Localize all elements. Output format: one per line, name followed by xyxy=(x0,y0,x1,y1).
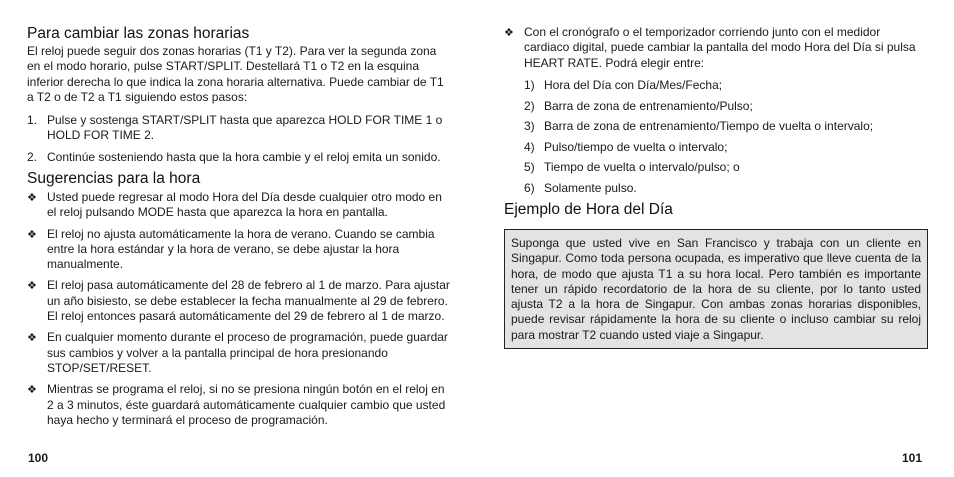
mode-number: 4) xyxy=(524,139,535,154)
tips-list xyxy=(27,190,452,434)
diamond-bullet-icon: ❖ xyxy=(27,191,37,204)
heading-suggestions: Sugerencias para la hora xyxy=(27,170,201,187)
diamond-bullet-icon: ❖ xyxy=(504,26,514,39)
steps-list xyxy=(27,113,452,171)
mode-item xyxy=(524,99,873,120)
mode-text: Pulso/tiempo de vuelta o intervalo; xyxy=(544,139,728,154)
tip-text: Con el cronógrafo o el temporizador corriendo junto con el medidor cardiaco digital, puede cambiar la pantalla del modo Hora del Día si pulsa HEART RATE. Podrá elegir entre: xyxy=(524,25,916,70)
heading-example: Ejemplo de Hora del Día xyxy=(504,201,673,218)
mode-number: 3) xyxy=(524,119,535,133)
tip-text: El reloj no ajusta automáticamente la hora de verano. Cuando se cambia entre la hora estándar y la hora de verano, se debe ajustar la hora manualmente. xyxy=(47,226,435,272)
diamond-bullet-icon: ❖ xyxy=(27,279,37,293)
page-number-left: 100 xyxy=(28,451,49,465)
heading-change-timezones: Para cambiar las zonas horarias xyxy=(27,25,250,42)
step-item xyxy=(27,113,452,144)
tip-item xyxy=(27,330,452,376)
tip-text: Mientras se programa el reloj, si no se presiona ningún botón en el reloj en 2 a 3 minutos, éste guardará automáticamente cualquier cambio que usted haya hecho y terminará el proceso de programación. xyxy=(47,382,446,427)
mode-number: 6) xyxy=(524,180,535,195)
mode-text: Barra de zona de entrenamiento/Tiempo de vuelta o intervalo; xyxy=(544,119,874,133)
tip-text: En cualquier momento durante el proceso de programación, puede guardar sus cambios y volver a la pantalla principal de hora presionando STOP/SET/RESET. xyxy=(47,330,448,375)
tip-item xyxy=(27,227,452,273)
mode-item xyxy=(524,78,873,99)
mode-text: Solamente pulso. xyxy=(544,180,637,195)
mode-item xyxy=(524,160,873,181)
mode-text: Tiempo de vuelta o intervalo/pulso; o xyxy=(544,160,740,174)
mode-text: Hora del Día con Día/Mes/Fecha; xyxy=(544,78,723,92)
step-text: Continúe sosteniendo hasta que la hora cambie y el reloj emita un sonido. xyxy=(47,149,441,164)
tip-item xyxy=(27,190,452,221)
diamond-bullet-icon: ❖ xyxy=(27,383,37,397)
mode-item xyxy=(524,119,873,140)
mode-number: 2) xyxy=(524,98,535,113)
tip-item xyxy=(27,382,452,428)
page-number-right: 101 xyxy=(902,451,923,465)
intro-paragraph: El reloj puede seguir dos zonas horarias (T1 y T2). Para ver la segunda zona en el modo horario, pulse START/SPLIT. Destellará T1 o T2 en la esquina inferior derecha lo que indica la zona horaria alternativa. Puede cambiar de T1 a T2 o de T2 a T1 siguiendo estos pasos: xyxy=(27,44,444,104)
example-box xyxy=(504,229,928,349)
example-text: Suponga que usted vive en San Francisco y trabaja con un cliente en Singapur. Como toda persona ocupada, es imperativo que lleve cuenta de la hora, de modo que ajusta T1 a su hora local. Pero también es importante tener un rápido recordatorio de la hora de su cliente, por lo tanto usted ajusta T2 a la hora de Singapur. Con ambas zonas horarias disponibles, puede revisar rápidamente la hora de su cliente o incluso cambiar su reloj para mostrar T2 cuando usted viaje a Singapur. xyxy=(511,236,921,342)
mode-number: 1) xyxy=(524,78,535,92)
tip-item xyxy=(27,278,452,324)
step-text: Pulse y sostenga START/SPLIT hasta que aparezca HOLD FOR TIME 1 o HOLD FOR TIME 2. xyxy=(47,113,443,143)
diamond-bullet-icon: ❖ xyxy=(27,227,37,241)
heart-rate-tip xyxy=(504,25,928,71)
tip-text: El reloj pasa automáticamente del 28 de febrero al 1 de marzo. Para ajustar un año bisiesto, se debe establecer la fecha manualmente al 29 de febrero. El reloj entonces pasará automáticamente del 29 de febrero al 1 de marzo. xyxy=(47,278,450,324)
step-item xyxy=(27,150,452,165)
mode-number: 5) xyxy=(524,160,535,174)
mode-item xyxy=(524,181,873,202)
tip-text: Usted puede regresar al modo Hora del Día desde cualquier otro modo en el reloj pulsando MODE hasta que aparezca la hora en pantalla. xyxy=(47,190,442,220)
mode-text: Barra de zona de entrenamiento/Pulso; xyxy=(544,98,753,113)
step-number: 1. xyxy=(27,113,38,127)
mode-item xyxy=(524,140,873,161)
diamond-bullet-icon: ❖ xyxy=(27,331,37,345)
display-modes-list xyxy=(524,78,873,201)
step-number: 2. xyxy=(27,149,38,164)
